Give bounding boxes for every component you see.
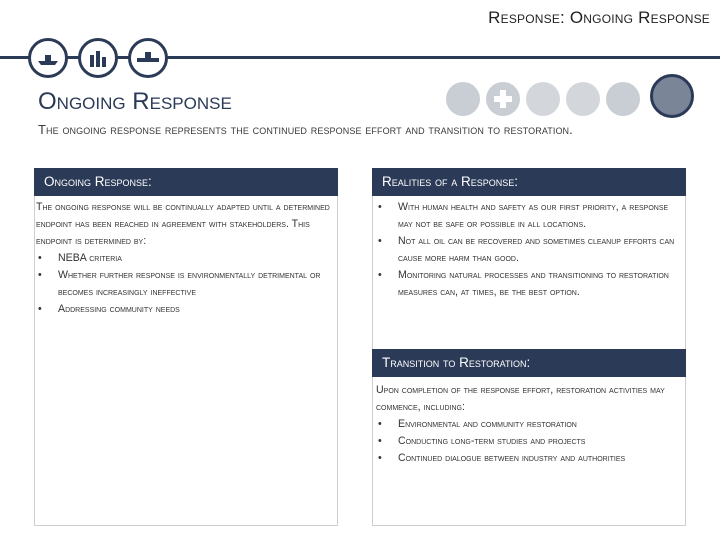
transition-panel-heading-text: Transition to Restoration: xyxy=(382,355,531,370)
shield-icon xyxy=(526,82,560,116)
pipeline-icon xyxy=(128,38,168,78)
transition-panel-body xyxy=(376,382,682,467)
left-panel-heading xyxy=(34,168,338,196)
list-item: • Addressing community needs xyxy=(38,303,180,315)
plant-icon xyxy=(566,82,600,116)
vessel-icon xyxy=(28,38,68,78)
list-item: • Whether further response is environmentally detrimental or becomes increasingly ineffective xyxy=(38,269,321,298)
page-subtitle: The ongoing response represents the continued response effort and transition to restoration. xyxy=(38,122,573,137)
list-item: • NEBA criteria xyxy=(38,252,122,264)
list-item-text: Whether further response is environmentally detrimental or becomes increasingly ineffective xyxy=(58,269,321,298)
left-panel-heading-text: Ongoing Response: xyxy=(44,174,152,189)
refinery-icon xyxy=(78,38,118,78)
transition-panel-intro: Upon completion of the response effort, restoration activities may commence, including: xyxy=(376,384,665,413)
list-item: • Not all oil can be recovered and sometimes cleanup efforts can cause more harm than good. xyxy=(378,235,675,264)
slide-header-title: Response: Ongoing Response xyxy=(488,8,710,27)
right-panel-body xyxy=(376,199,682,301)
medical-icon xyxy=(486,82,520,116)
right-panel-heading xyxy=(372,168,686,196)
list-item-text: Monitoring natural processes and transitioning to restoration measures can, at times, be the best option. xyxy=(398,269,669,298)
left-panel-intro: The ongoing response will be continually adapted until a determined endpoint has been reached in agreement with stakeholders. This endpoint is determined by: xyxy=(36,201,330,247)
list-item: • Environmental and community restoration xyxy=(378,418,577,430)
list-item-text: With human health and safety as our first priority, a response may not be safe or possible in all locations. xyxy=(398,201,669,230)
cloud-icon xyxy=(606,82,640,116)
ship-sky-icon xyxy=(650,74,694,118)
list-item: • Conducting long-term studies and projects xyxy=(378,435,586,447)
list-item-text: Continued dialogue between industry and authorities xyxy=(398,452,626,464)
list-item-text: NEBA criteria xyxy=(58,252,122,264)
aerial-icon xyxy=(446,82,480,116)
list-item: • Monitoring natural processes and transitioning to restoration measures can, at times, be the best option. xyxy=(378,269,669,298)
page-title: Ongoing Response xyxy=(38,88,232,115)
right-panel-heading-text: Realities of a Response: xyxy=(382,174,519,189)
list-item: • Continued dialogue between industry and authorities xyxy=(378,452,626,464)
left-panel-body xyxy=(36,199,332,318)
icon-bar xyxy=(0,40,720,74)
list-item-text: Addressing community needs xyxy=(58,303,180,315)
list-item-text: Not all oil can be recovered and sometimes cleanup efforts can cause more harm than good. xyxy=(398,235,675,264)
transition-panel-heading xyxy=(372,349,686,377)
list-item: • With human health and safety as our first priority, a response may not be safe or possible in all locations. xyxy=(378,201,669,230)
list-item-text: Conducting long-term studies and projects xyxy=(398,435,586,447)
list-item-text: Environmental and community restoration xyxy=(398,418,577,430)
